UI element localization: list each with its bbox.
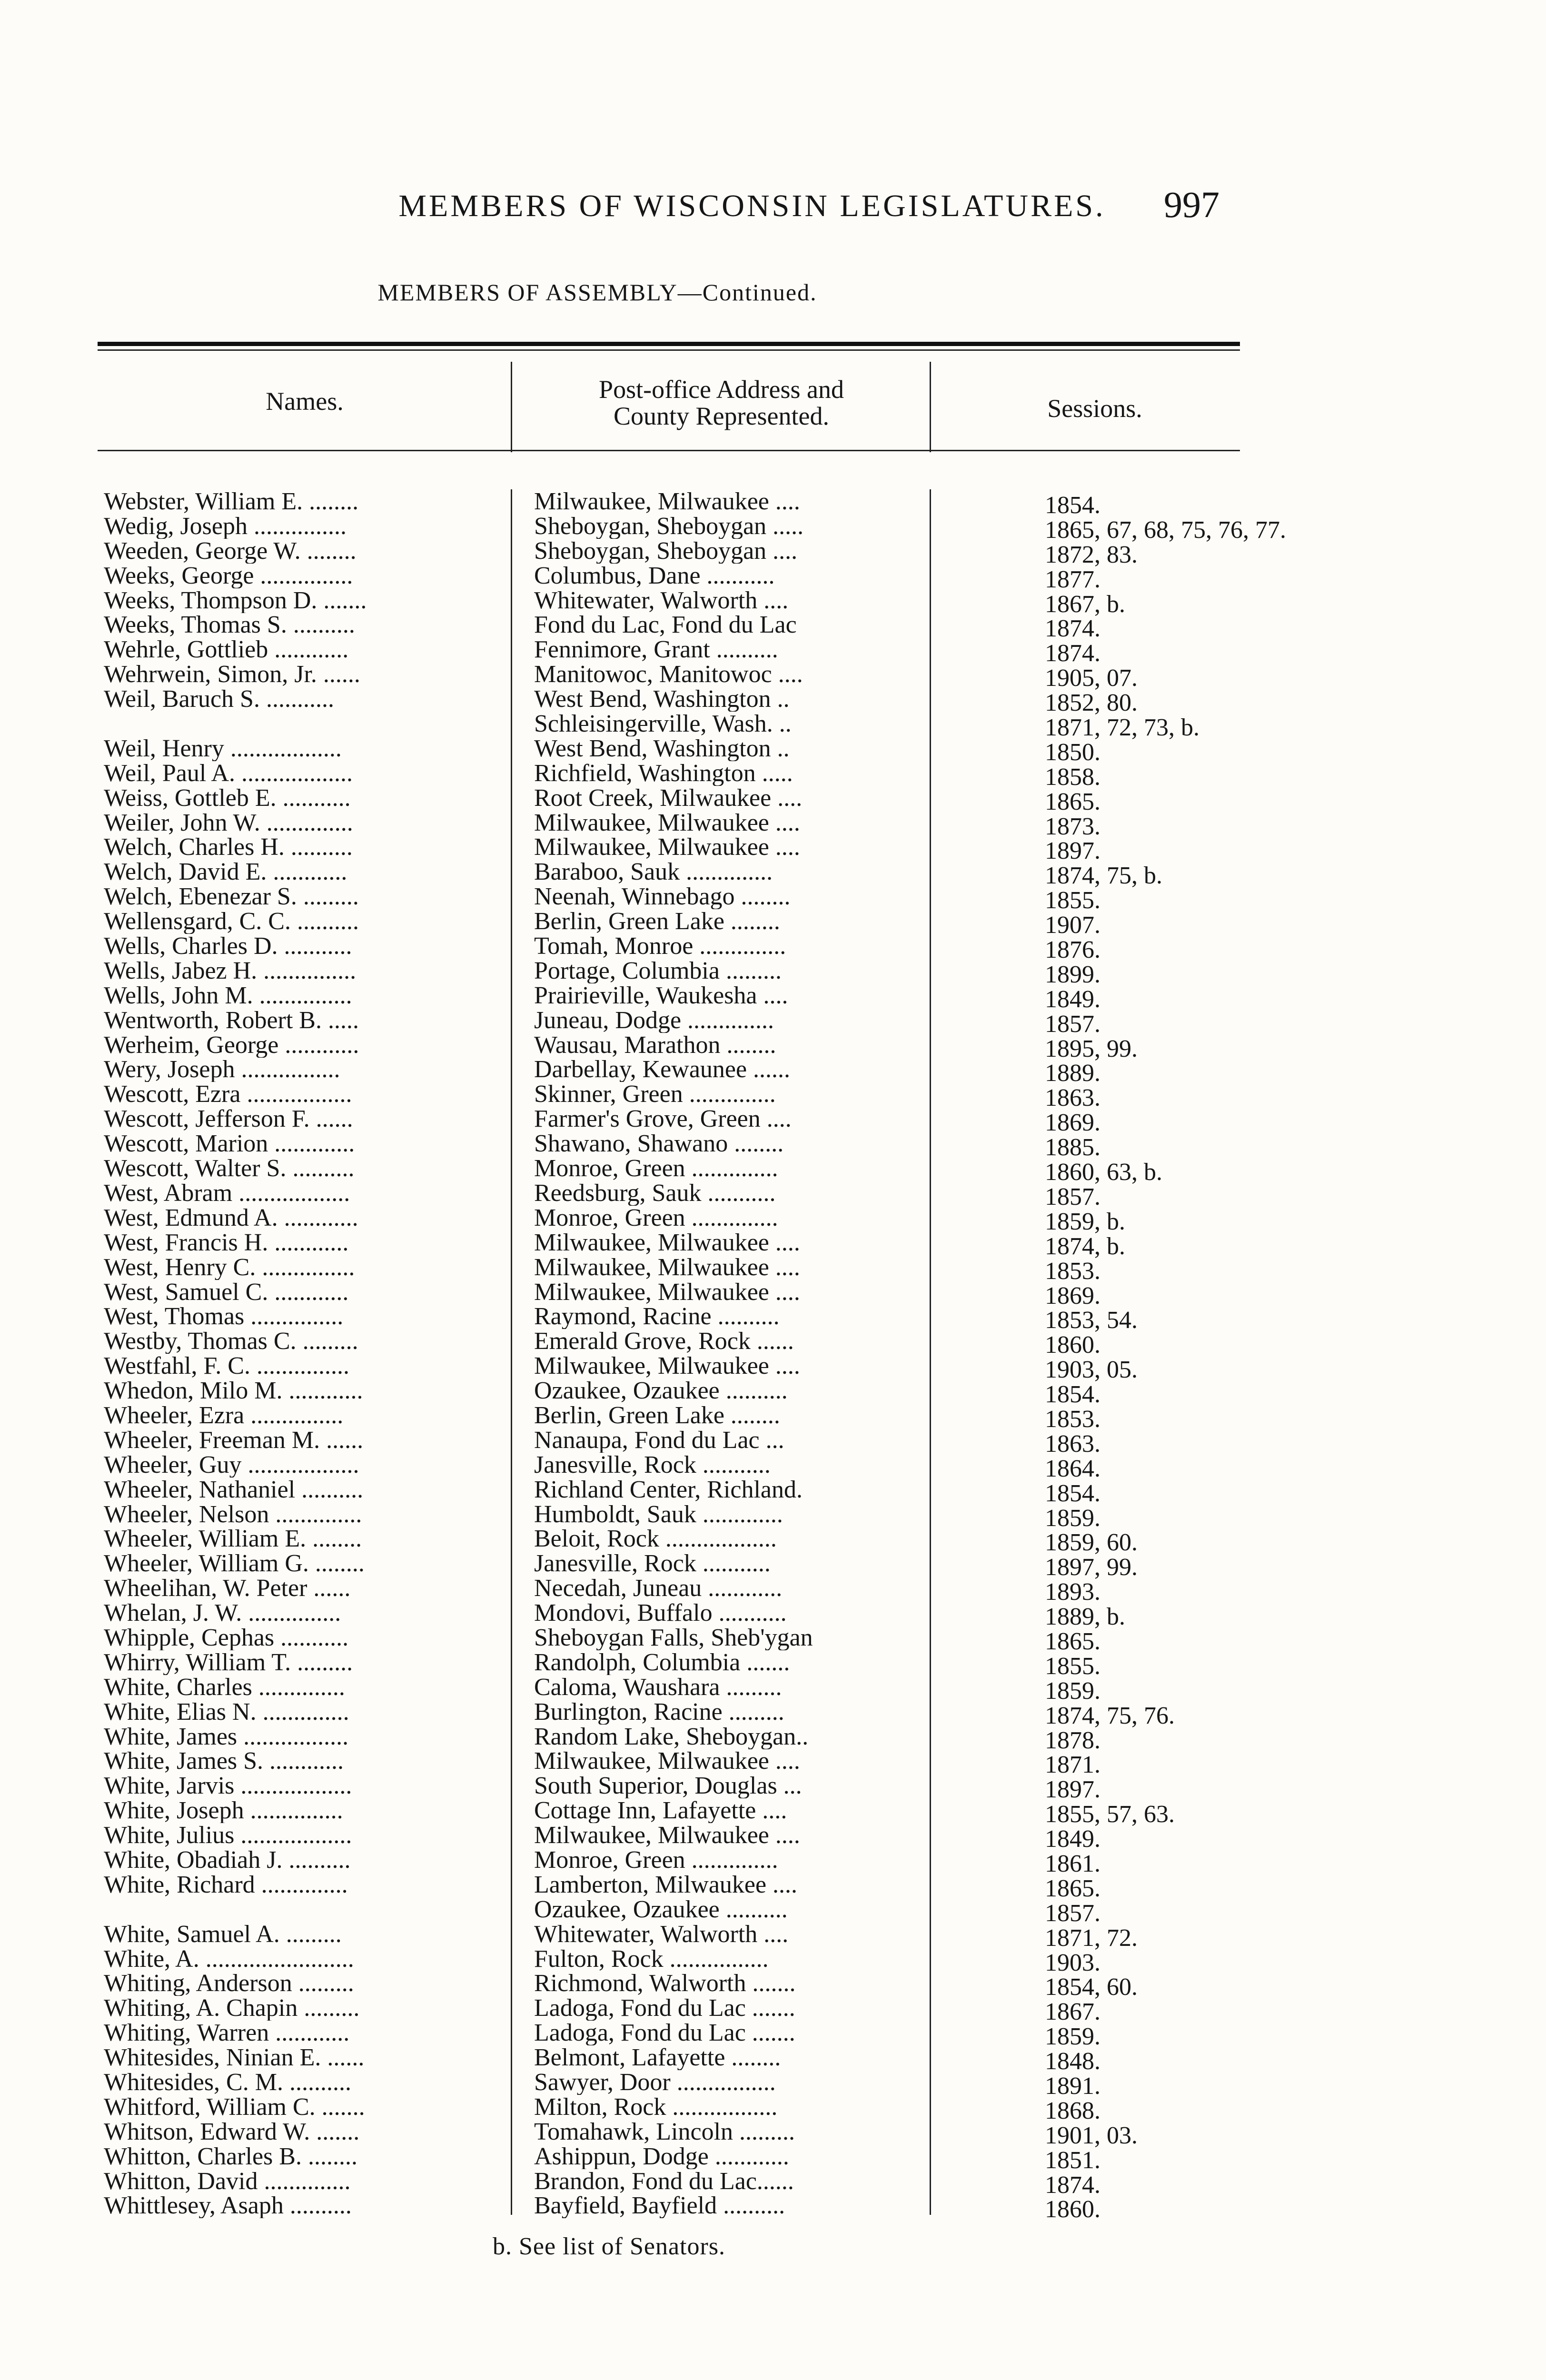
member-sessions: 1859, 60. <box>1045 1529 1138 1557</box>
member-address: Milwaukee, Milwaukee .... <box>534 1279 800 1305</box>
table-row <box>100 884 1252 914</box>
member-name: West, Thomas ............... <box>104 1304 344 1329</box>
member-address: Portage, Columbia ......... <box>534 958 782 983</box>
member-sessions: 1885. <box>1045 1134 1100 1161</box>
member-name: Wehrle, Gottlieb ............ <box>104 637 349 663</box>
member-address: Ozaukee, Ozaukee .......... <box>534 1378 788 1404</box>
table-row <box>100 687 1252 717</box>
table-row <box>100 810 1252 840</box>
member-sessions: 1854. <box>1045 1479 1100 1507</box>
table-row <box>100 1279 1252 1309</box>
member-sessions: 1895, 99. <box>1045 1035 1138 1062</box>
table-row <box>100 514 1286 544</box>
table-row <box>100 1378 1252 1408</box>
member-address: Janesville, Rock ........... <box>534 1551 771 1577</box>
table-row <box>100 1329 1252 1359</box>
member-sessions: 1865. <box>1045 1627 1100 1655</box>
member-address: Richfield, Washington ..... <box>534 761 793 786</box>
member-name: Wheeler, William E. ........ <box>104 1527 362 1552</box>
member-name: Wells, Jabez H. ............... <box>104 958 357 983</box>
member-address: Tomah, Monroe .............. <box>534 934 786 959</box>
member-sessions: 1865, 67, 68, 75, 76, 77. <box>1045 516 1286 544</box>
table-row <box>100 1650 1252 1680</box>
member-address: Nanaupa, Fond du Lac ... <box>534 1428 784 1453</box>
member-sessions: 1857. <box>1045 1899 1100 1927</box>
member-name: Wedig, Joseph ............... <box>104 514 347 539</box>
member-address: Milwaukee, Milwaukee .... <box>534 1255 800 1280</box>
member-address: Manitowoc, Manitowoc .... <box>534 662 803 687</box>
member-name: Wells, Charles D. ........... <box>104 934 352 959</box>
table-row <box>100 835 1252 865</box>
table-row <box>100 785 1252 815</box>
table-row <box>100 489 1252 519</box>
member-name: White, Charles .............. <box>104 1675 345 1700</box>
member-sessions: 1865. <box>1045 788 1100 815</box>
member-sessions: 1897. <box>1045 837 1100 865</box>
member-name: Weeks, Thompson D. ....... <box>104 588 367 613</box>
member-sessions: 1871, 72. <box>1045 1924 1138 1952</box>
member-address: Janesville, Rock ........... <box>534 1452 771 1478</box>
column-header-address <box>513 376 930 429</box>
table-row <box>100 934 1252 964</box>
running-head: MEMBERS OF WISCONSIN LEGISLATURES. <box>398 188 1106 223</box>
member-sessions: 1903. <box>1045 1949 1100 1976</box>
member-address: Skinner, Green .............. <box>534 1082 776 1107</box>
member-address: Whitewater, Walworth .... <box>534 1922 789 1947</box>
member-address: Richland Center, Richland. <box>534 1477 803 1502</box>
member-sessions: 1889, b. <box>1045 1603 1125 1631</box>
member-sessions: 1873. <box>1045 813 1100 840</box>
member-sessions: 1863. <box>1045 1084 1100 1112</box>
member-sessions: 1865. <box>1045 1874 1100 1902</box>
member-name: Webster, William E. ........ <box>104 489 359 514</box>
table-row <box>100 712 1252 742</box>
column-divider-header-1 <box>511 362 512 452</box>
column-header-sessions: Sessions. <box>1047 394 1142 423</box>
member-address: Fond du Lac, Fond du Lac <box>534 613 797 638</box>
member-name: Welch, Ebenezar S. ......... <box>104 884 359 910</box>
member-name: Whitesides, C. M. .......... <box>104 2070 351 2095</box>
member-name: Wheeler, Nathaniel .......... <box>104 1477 364 1502</box>
member-sessions: 1855, 57, 63. <box>1045 1801 1175 1828</box>
member-sessions: 1867, b. <box>1045 590 1125 618</box>
member-sessions: 1852, 80. <box>1045 689 1138 717</box>
table-top-rule <box>98 342 1240 346</box>
member-name: Wery, Joseph ................ <box>104 1057 340 1082</box>
member-address: Whitewater, Walworth .... <box>534 588 789 613</box>
member-sessions: 1857. <box>1045 1010 1100 1038</box>
table-row <box>100 1428 1252 1458</box>
member-sessions: 1869. <box>1045 1109 1100 1137</box>
member-sessions: 1874. <box>1045 640 1100 667</box>
member-sessions: 1901, 03. <box>1045 2122 1138 2149</box>
table-row <box>100 1971 1252 2001</box>
member-address: Ashippun, Dodge ............ <box>534 2144 789 2169</box>
member-sessions: 1859. <box>1045 1504 1100 1532</box>
member-name: West, Edmund A. ............ <box>104 1205 358 1230</box>
member-address: Ladoga, Fond du Lac ....... <box>534 2021 795 2046</box>
member-name: Westby, Thomas C. ......... <box>104 1329 358 1354</box>
member-sessions: 1863. <box>1045 1430 1100 1458</box>
table-row <box>100 1403 1252 1433</box>
table-row <box>100 1699 1252 1729</box>
table-row <box>100 2045 1252 2075</box>
member-name: West, Samuel C. ............ <box>104 1279 349 1305</box>
table-row <box>100 2193 1252 2223</box>
member-name: Wescott, Ezra ................. <box>104 1082 352 1107</box>
member-name: Whiting, Warren ............ <box>104 2021 350 2046</box>
table-row <box>100 1156 1252 1186</box>
table-row <box>100 1527 1252 1557</box>
table-top-rule-thin <box>98 349 1240 351</box>
table-row <box>100 1872 1252 1902</box>
member-address: Tomahawk, Lincoln ......... <box>534 2119 795 2144</box>
column-header-address-line1: Post-office Address and <box>599 375 844 404</box>
member-sessions: 1897, 99. <box>1045 1554 1138 1581</box>
member-name: Wellensgard, C. C. .......... <box>104 909 359 934</box>
member-sessions: 1869. <box>1045 1282 1100 1309</box>
member-address: Milwaukee, Milwaukee .... <box>534 1823 800 1848</box>
column-header-address-line2: County Represented. <box>614 402 829 430</box>
member-name: Wells, John M. ............... <box>104 983 352 1008</box>
table-row <box>100 1082 1252 1112</box>
member-address: Baraboo, Sauk .............. <box>534 860 773 885</box>
table-row <box>100 1675 1252 1705</box>
member-name: White, Joseph ............... <box>104 1798 343 1824</box>
table-row <box>100 2169 1252 2199</box>
table-row <box>100 1749 1252 1779</box>
member-sessions: 1857. <box>1045 1183 1100 1210</box>
member-address: Schleisingerville, Wash. .. <box>534 712 792 737</box>
table-row <box>100 1551 1252 1581</box>
member-name: West, Francis H. ............ <box>104 1230 349 1255</box>
table-row <box>100 1823 1252 1853</box>
member-sessions: 1874, b. <box>1045 1232 1125 1260</box>
table-row <box>100 1946 1252 1976</box>
member-name: Whittlesey, Asaph .......... <box>104 2193 352 2219</box>
member-sessions: 1851. <box>1045 2146 1100 2174</box>
member-address: Sheboygan Falls, Sheb'ygan <box>534 1625 813 1650</box>
member-address: Cottage Inn, Lafayette .... <box>534 1798 787 1824</box>
member-name: Weeks, George ............... <box>104 563 353 588</box>
member-address: Monroe, Green .............. <box>534 1205 778 1230</box>
member-sessions: 1859. <box>1045 1677 1100 1705</box>
member-sessions: 1905, 07. <box>1045 664 1138 692</box>
member-name: Westfahl, F. C. ............... <box>104 1354 349 1379</box>
member-name: Wheeler, Freeman M. ...... <box>104 1428 364 1453</box>
member-name: Whiting, A. Chapin ......... <box>104 1996 360 2021</box>
member-sessions: 1889. <box>1045 1060 1100 1087</box>
table-row <box>100 1798 1252 1828</box>
member-name: Wheelihan, W. Peter ...... <box>104 1576 351 1601</box>
table-row <box>100 761 1252 791</box>
column-divider-header-2 <box>930 362 931 452</box>
table-row <box>100 1452 1252 1482</box>
member-name: White, Elias N. .............. <box>104 1699 349 1725</box>
section-title: MEMBERS OF ASSEMBLY—Continued. <box>377 279 817 306</box>
member-sessions: 1899. <box>1045 961 1100 988</box>
member-address: Milwaukee, Milwaukee .... <box>534 489 800 514</box>
member-name: Whitson, Edward W. ....... <box>104 2119 360 2144</box>
member-sessions: 1874. <box>1045 2171 1100 2199</box>
member-sessions: 1876. <box>1045 936 1100 964</box>
member-address: Monroe, Green .............. <box>534 1847 778 1873</box>
member-sessions: 1859, b. <box>1045 1208 1125 1235</box>
member-name: Wentworth, Robert B. ..... <box>104 1008 359 1033</box>
table-row <box>100 1255 1252 1285</box>
member-name: Weiler, John W. .............. <box>104 810 353 835</box>
member-address: Sawyer, Door ................ <box>534 2070 776 2095</box>
member-sessions: 1853. <box>1045 1257 1100 1285</box>
table-row <box>100 1724 1252 1754</box>
member-address: Randolph, Columbia ....... <box>534 1650 790 1675</box>
page-number: 997 <box>1164 184 1219 225</box>
table-row <box>100 662 1252 692</box>
footnote: b. See list of Senators. <box>493 2233 726 2260</box>
member-address: Berlin, Green Lake ........ <box>534 1403 780 1428</box>
member-name: White, Julius .................. <box>104 1823 352 1848</box>
member-address: Emerald Grove, Rock ...... <box>534 1329 794 1354</box>
member-address: Milwaukee, Milwaukee .... <box>534 1230 800 1255</box>
member-sessions: 1864. <box>1045 1455 1100 1482</box>
member-sessions: 1859. <box>1045 2023 1100 2051</box>
table-row <box>100 1107 1252 1137</box>
member-address: Milwaukee, Milwaukee .... <box>534 810 800 835</box>
member-address: Random Lake, Sheboygan.. <box>534 1724 809 1749</box>
member-name: Wescott, Marion ............. <box>104 1131 355 1157</box>
table-row <box>100 613 1252 643</box>
member-name: West, Abram .................. <box>104 1180 350 1206</box>
member-name: Welch, David E. ............ <box>104 860 347 885</box>
member-name: Wehrwein, Simon, Jr. ...... <box>104 662 360 687</box>
member-name: White, Jarvis .................. <box>104 1774 352 1799</box>
member-address: Reedsburg, Sauk ........... <box>534 1180 776 1206</box>
member-address: Brandon, Fond du Lac...... <box>534 2169 794 2194</box>
member-sessions: 1855. <box>1045 887 1100 914</box>
table-row <box>100 1922 1252 1952</box>
table-row <box>100 1304 1252 1334</box>
column-header-names: Names. <box>266 387 344 416</box>
member-sessions: 1903, 05. <box>1045 1356 1138 1384</box>
member-name: Weeks, Thomas S. .......... <box>104 613 355 638</box>
table-row <box>100 1032 1252 1062</box>
member-name: White, James ................. <box>104 1724 349 1749</box>
member-sessions: 1874. <box>1045 615 1100 643</box>
member-name: White, Obadiah J. .......... <box>104 1847 351 1873</box>
table-row <box>100 1502 1252 1532</box>
member-address: Berlin, Green Lake ........ <box>534 909 780 934</box>
member-address: Darbellay, Kewaunee ...... <box>534 1057 791 1082</box>
member-address: Root Creek, Milwaukee .... <box>534 785 803 811</box>
table-row <box>100 1354 1252 1384</box>
member-sessions: 1891. <box>1045 2073 1100 2100</box>
member-address: Milwaukee, Milwaukee .... <box>534 835 800 860</box>
member-sessions: 1878. <box>1045 1726 1100 1754</box>
member-sessions: 1872, 83. <box>1045 541 1138 568</box>
member-sessions: 1871. <box>1045 1751 1100 1779</box>
table-row <box>100 1601 1252 1631</box>
member-name: Whedon, Milo M. ............ <box>104 1378 363 1404</box>
member-address: Belmont, Lafayette ........ <box>534 2045 781 2071</box>
member-name: Welch, Charles H. .......... <box>104 835 353 860</box>
member-name: Wescott, Walter S. .......... <box>104 1156 355 1181</box>
table-row <box>100 1774 1252 1804</box>
member-sessions: 1860. <box>1045 2196 1100 2223</box>
member-address: Richmond, Walworth ....... <box>534 1971 796 1996</box>
table-row <box>100 860 1252 890</box>
table-row <box>100 2094 1252 2124</box>
member-sessions: 1874, 75, b. <box>1045 862 1162 890</box>
table-row <box>100 1131 1252 1161</box>
member-sessions: 1849. <box>1045 985 1100 1013</box>
table-row <box>100 2021 1252 2051</box>
member-address: West Bend, Washington .. <box>534 736 790 761</box>
table-row <box>100 2119 1252 2149</box>
member-sessions: 1854, 60. <box>1045 1973 1138 2001</box>
member-sessions: 1854. <box>1045 492 1100 519</box>
member-sessions: 1850. <box>1045 738 1100 766</box>
member-address: Neenah, Winnebago ........ <box>534 884 791 910</box>
member-name: Whipple, Cephas ........... <box>104 1625 349 1650</box>
member-name: Whitford, William C. ....... <box>104 2094 365 2120</box>
member-address: Fennimore, Grant .......... <box>534 637 778 663</box>
member-address: Burlington, Racine ......... <box>534 1699 784 1725</box>
member-address: Raymond, Racine .......... <box>534 1304 780 1329</box>
table-row <box>100 1230 1252 1260</box>
member-sessions: 1877. <box>1045 565 1100 593</box>
member-sessions: 1874, 75, 76. <box>1045 1702 1175 1729</box>
members-table-body <box>100 489 1286 2223</box>
member-sessions: 1849. <box>1045 1825 1100 1853</box>
table-row <box>100 2144 1252 2174</box>
member-sessions: 1868. <box>1045 2097 1100 2124</box>
member-name: Whitton, Charles B. ........ <box>104 2144 357 2169</box>
member-name: Wheeler, Ezra ............... <box>104 1403 344 1428</box>
table-row <box>100 958 1252 988</box>
member-address: Caloma, Waushara ......... <box>534 1675 782 1700</box>
member-address: South Superior, Douglas ... <box>534 1774 802 1799</box>
member-address: Beloit, Rock .................. <box>534 1527 777 1552</box>
member-name: Wescott, Jefferson F. ...... <box>104 1107 353 1132</box>
table-row <box>100 637 1252 667</box>
member-address: Necedah, Juneau ............ <box>534 1576 783 1601</box>
member-name: Wheeler, Guy .................. <box>104 1452 359 1478</box>
member-sessions: 1848. <box>1045 2048 1100 2075</box>
member-address: Lamberton, Milwaukee .... <box>534 1872 798 1897</box>
member-address: Ozaukee, Ozaukee .......... <box>534 1897 788 1922</box>
member-sessions: 1854. <box>1045 1381 1100 1408</box>
table-row <box>100 736 1252 766</box>
member-name: White, Richard .............. <box>104 1872 348 1897</box>
member-address: Juneau, Dodge .............. <box>534 1008 774 1033</box>
table-row <box>100 1477 1252 1507</box>
member-address: Humboldt, Sauk ............. <box>534 1502 783 1527</box>
member-address: Fulton, Rock ................ <box>534 1946 769 1972</box>
member-name: Weil, Henry .................. <box>104 736 342 761</box>
member-name: Wheeler, Nelson .............. <box>104 1502 362 1527</box>
table-row <box>100 1180 1252 1210</box>
member-address: Wausau, Marathon ........ <box>534 1032 776 1058</box>
member-name: Werheim, George ............ <box>104 1032 359 1058</box>
member-name: West, Henry C. ............... <box>104 1255 355 1280</box>
member-name: Weeden, George W. ........ <box>104 538 357 564</box>
member-address: Sheboygan, Sheboygan .... <box>534 538 798 564</box>
table-row <box>100 1576 1252 1606</box>
member-address: Farmer's Grove, Green .... <box>534 1107 792 1132</box>
table-row <box>100 588 1252 618</box>
member-address: Shawano, Shawano ........ <box>534 1131 784 1157</box>
member-name: Whitton, David .............. <box>104 2169 351 2194</box>
member-name: White, A. ........................ <box>104 1946 354 1972</box>
table-row <box>100 1897 1252 1927</box>
table-row <box>100 1008 1252 1038</box>
member-sessions: 1853, 54. <box>1045 1307 1138 1334</box>
member-sessions: 1871, 72, 73, b. <box>1045 714 1199 742</box>
member-sessions: 1855. <box>1045 1652 1100 1680</box>
table-row <box>100 1625 1252 1655</box>
table-row <box>100 1057 1252 1087</box>
table-row <box>100 1847 1252 1877</box>
member-address: Sheboygan, Sheboygan ..... <box>534 514 804 539</box>
table-header-rule <box>98 450 1240 451</box>
member-sessions: 1860. <box>1045 1331 1100 1359</box>
member-sessions: 1893. <box>1045 1578 1100 1606</box>
member-sessions: 1907. <box>1045 912 1100 939</box>
member-address: Mondovi, Buffalo ........... <box>534 1601 787 1626</box>
member-name: White, James S. ............ <box>104 1749 344 1774</box>
member-address: Bayfield, Bayfield .......... <box>534 2193 785 2219</box>
table-row <box>100 538 1252 568</box>
member-name: Weil, Paul A. .................. <box>104 761 353 786</box>
member-name: Weiss, Gottleb E. ........... <box>104 785 351 811</box>
table-row <box>100 1205 1252 1235</box>
member-name: Wheeler, William G. ........ <box>104 1551 365 1577</box>
member-address: Ladoga, Fond du Lac ....... <box>534 1996 795 2021</box>
table-row <box>100 909 1252 939</box>
member-name: Whirry, William T. ......... <box>104 1650 353 1675</box>
member-sessions: 1858. <box>1045 763 1100 791</box>
member-sessions: 1860, 63, b. <box>1045 1159 1162 1186</box>
member-address: Columbus, Dane ........... <box>534 563 775 588</box>
member-address: West Bend, Washington .. <box>534 687 790 712</box>
member-address: Milton, Rock ................. <box>534 2094 778 2120</box>
member-name: Whelan, J. W. ............... <box>104 1601 341 1626</box>
member-sessions: 1867. <box>1045 1998 1100 2026</box>
member-address: Milwaukee, Milwaukee .... <box>534 1354 800 1379</box>
member-sessions: 1853. <box>1045 1405 1100 1433</box>
member-sessions: 1861. <box>1045 1850 1100 1877</box>
member-name: Whiting, Anderson ......... <box>104 1971 354 1996</box>
table-row <box>100 563 1252 593</box>
table-row <box>100 1996 1252 2026</box>
table-row <box>100 983 1252 1013</box>
member-address: Monroe, Green .............. <box>534 1156 778 1181</box>
member-name: Weil, Baruch S. ........... <box>104 687 334 712</box>
member-address: Prairieville, Waukesha .... <box>534 983 788 1008</box>
member-sessions: 1897. <box>1045 1776 1100 1804</box>
table-row <box>100 2070 1252 2100</box>
member-address: Milwaukee, Milwaukee .... <box>534 1749 800 1774</box>
member-name: White, Samuel A. ......... <box>104 1922 342 1947</box>
member-name: Whitesides, Ninian E. ...... <box>104 2045 365 2071</box>
